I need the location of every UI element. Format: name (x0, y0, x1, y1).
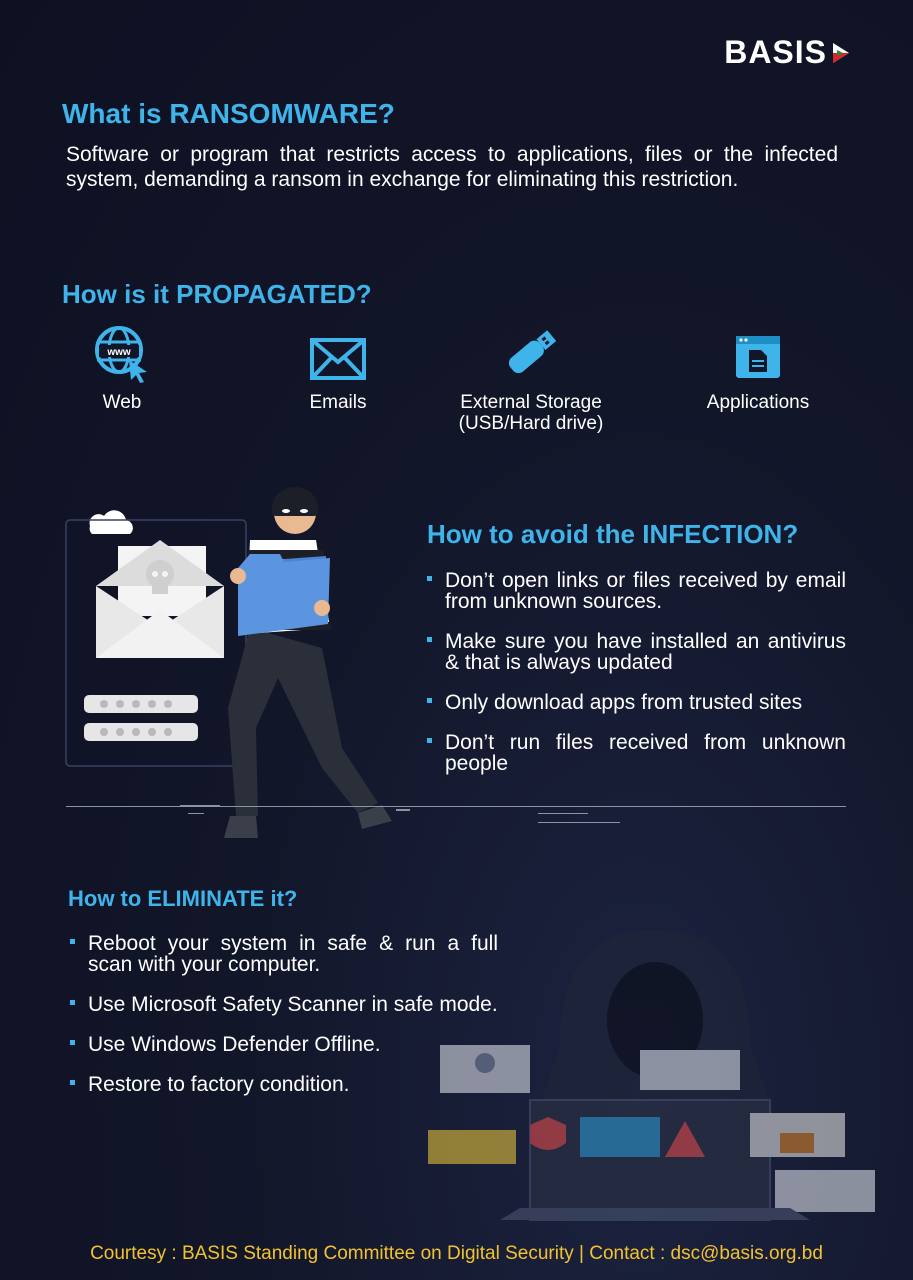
footer-courtesy: Courtesy : BASIS Standing Committee on Digital Security | Contact : dsc@basis.org.bd (90, 1243, 823, 1264)
logo-play-icon (831, 41, 851, 65)
prop-label-applications: Applications (706, 392, 810, 413)
prop-label-emails: Emails (309, 392, 367, 413)
prop-label-storage-line1: External Storage (460, 392, 602, 413)
eliminate-item: Use Microsoft Safety Scanner in safe mode. (70, 994, 498, 1015)
application-window-icon (730, 330, 786, 384)
hacker-illustration (420, 925, 890, 1235)
svg-text:www: www (107, 347, 131, 358)
prop-label-storage-line2: (USB/Hard drive) (458, 413, 604, 434)
eliminate-item: Reboot your system in safe & run a full scan with your computer. (70, 933, 498, 975)
ransomware-thief-illustration (60, 478, 410, 848)
prop-item-applications (690, 330, 826, 413)
hacker-laptop-illustration (420, 925, 890, 1235)
prop-item-emails (288, 330, 388, 413)
avoid-item: Don’t open links or files received by email from unknown sources. (427, 570, 846, 612)
propagated-title: How is it PROPAGATED? (62, 279, 372, 309)
divider-dash (538, 822, 620, 823)
avoid-item: Only download apps from trusted sites (427, 692, 846, 713)
eliminate-item: Restore to factory condition. (70, 1074, 498, 1095)
eliminate-item: Use Windows Defender Offline. (70, 1034, 498, 1055)
divider-dash (188, 813, 204, 814)
prop-item-external-storage (446, 322, 616, 434)
basis-logo (724, 34, 851, 71)
eliminate-title: How to ELIMINATE it? (68, 886, 298, 911)
thief-illustration (60, 478, 410, 848)
prop-item-web (72, 322, 172, 413)
prop-label-web: Web (102, 392, 142, 413)
avoid-title: How to avoid the INFECTION? (427, 519, 799, 549)
what-description: Software or program that restricts access to applications, files or the infected system, demanding a ransom in exchange for eliminating this restriction. (66, 143, 838, 191)
avoid-list (427, 570, 846, 793)
logo-text: BASIS (724, 34, 827, 70)
envelope-icon (309, 330, 367, 384)
divider-dash (538, 813, 588, 814)
what-title: What is RANSOMWARE? (62, 98, 395, 129)
usb-drive-icon (500, 322, 562, 384)
globe-www-icon (91, 322, 153, 384)
avoid-item: Make sure you have installed an antivirus & that is always updated (427, 631, 846, 673)
avoid-item: Don’t run files received from unknown people (427, 732, 846, 774)
section-divider (66, 806, 846, 807)
